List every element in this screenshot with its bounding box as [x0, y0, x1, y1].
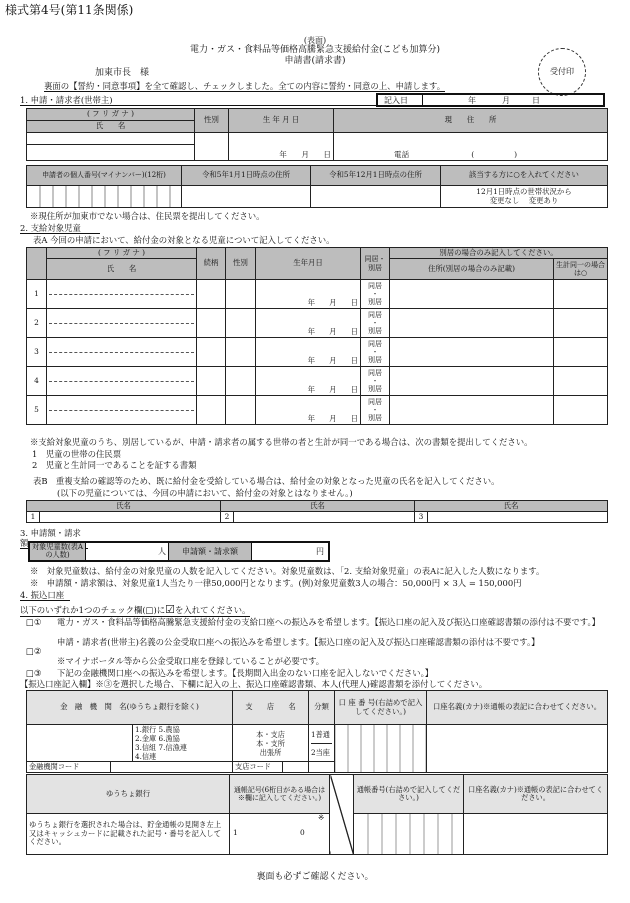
- cohab-header: 同居・別居: [361, 248, 390, 280]
- entry-year[interactable]: 年: [468, 96, 476, 105]
- b-name-header-2: 氏名: [221, 501, 415, 512]
- mynumber-header: 申請者の個人番号(マイナンバー)(12桁): [27, 166, 182, 186]
- amount-field[interactable]: 円: [316, 547, 324, 556]
- received-child-1[interactable]: [40, 512, 221, 523]
- bank-table: [26, 690, 608, 773]
- yucho-header: ゆうちょ銀行: [27, 775, 230, 814]
- sex-header: 性別: [195, 109, 229, 133]
- yucho-holder-header: 口座名義(カナ)※通帳の表記に合わせてください。: [464, 775, 608, 814]
- yucho-symbol-field[interactable]: 1 0 ※: [230, 814, 330, 855]
- received-child-2[interactable]: [234, 512, 415, 523]
- mynumber-field[interactable]: [27, 186, 182, 208]
- yucho-symbol-header: 通帳記号(6桁目がある場合は※欄に記入してください。): [230, 775, 330, 814]
- received-child-3[interactable]: [428, 512, 608, 523]
- children-table: [26, 247, 608, 425]
- bank-code-field[interactable]: [111, 762, 233, 773]
- yucho-holder-field[interactable]: [464, 814, 608, 855]
- residence-note: ※現住所が加東市でない場合は、住民票を提出してください。: [30, 211, 265, 221]
- reception-stamp: [538, 48, 586, 96]
- name-field[interactable]: [27, 145, 195, 161]
- yucho-number-field[interactable]: [354, 814, 464, 855]
- tableA-caption: 表A 今回の申請において、給付金の対象となる児童について記入してください。: [33, 235, 335, 245]
- child-row: 4 年 月 日 同居 ・ 別居: [27, 367, 608, 396]
- tableB-caption: 表B 重複支給の確認等のため、既に給付金を受給している場合は、給付金の対象となった児童の氏名を記入してください。: [33, 476, 500, 486]
- footer-note: 裏面も必ずご確認ください。: [256, 872, 374, 882]
- child-row: 3 年 月 日 同居 ・ 別居: [27, 338, 608, 367]
- doc-item-1: 1 児童の世帯の住民票: [32, 449, 122, 459]
- child-name-field[interactable]: [47, 396, 197, 425]
- household-status[interactable]: 12月1日時点の世帯状況から 変更なし 変更あり: [441, 186, 608, 208]
- amount-note: ※ 申請額・請求額は、対象児童1人当たり一律50,000円となります。(例)対象児童数3人の場合：50,000円 × 3人 = 150,000円: [30, 578, 522, 588]
- check-instruction: 以下のいずれか1つのチェック欄(□)に☑を入れてください。: [20, 603, 251, 616]
- bank-type-options[interactable]: 1.銀行 5.農協 2.金庫 6.漁協 3.信組 7.信漁連 4.信連: [133, 725, 233, 762]
- form-subtitle: 申請書(請求書): [284, 56, 346, 66]
- option2-text: 申請・請求者(世帯主)名義の公金受取口座への振込みを希望します。【振込口座の記入及び振込口座確認書類の添付は不要です。】: [57, 637, 540, 647]
- section2-heading: 2. 支給対象児童: [20, 223, 100, 234]
- address-header: 現 住 所: [334, 109, 608, 133]
- b-name-header-1: 氏名: [27, 501, 221, 512]
- child-name-field[interactable]: [47, 309, 197, 338]
- child-furigana-header: ( フ リ ガ ナ ): [47, 248, 197, 259]
- option3-checkbox[interactable]: □③: [26, 668, 42, 678]
- applicable-header: 該当する方に○を入れてください: [441, 166, 608, 186]
- addr-dec-header: 令和5年12月1日時点の住所: [311, 166, 441, 186]
- child-dob-header: 生年月日: [256, 248, 361, 280]
- furigana-field[interactable]: [27, 133, 195, 145]
- child-count-label: 対象児童数(表Aの人数): [30, 543, 86, 560]
- sex-field[interactable]: [195, 133, 229, 161]
- dob-header: 生 年 月 日: [229, 109, 334, 133]
- account-holder-field[interactable]: [427, 725, 608, 773]
- relation-header: 続柄: [197, 248, 226, 280]
- section4-heading: 4. 振込口座: [20, 590, 70, 601]
- form-number: 様式第4号(第11条関係): [5, 3, 134, 17]
- entry-date-box: [376, 93, 605, 107]
- separate-note: ※支給対象児童のうち、別居しているが、申請・請求者の属する世帯の者と生計が同一である場合は、次の書類を提出してください。: [30, 437, 533, 447]
- bank-name-header: 金 融 機 関 名(ゆうちょ銀行を除く): [27, 691, 233, 725]
- account-kind[interactable]: 1普通 2当座: [309, 725, 335, 762]
- bank-code-label: 金融機関コード: [27, 762, 111, 773]
- kind-header: 分類: [309, 691, 335, 725]
- child-name-field[interactable]: [47, 367, 197, 396]
- section3-heading: 3. 申請額・請求額: [20, 528, 88, 549]
- tableB-caption2: (以下の児童については、今回の申請において、給付金の対象とはなりません。): [57, 488, 353, 498]
- option3-text: 下記の金融機関口座への振込みを希望します。【長期間入出金のない口座を記入しないでください。】: [57, 668, 434, 678]
- address-field[interactable]: 電話 ( ): [334, 133, 608, 161]
- amount-label: 申請額・請求額: [168, 543, 252, 560]
- child-count-field[interactable]: 人: [158, 547, 166, 556]
- name-header: 氏 名: [27, 121, 195, 133]
- child-name-field[interactable]: [47, 338, 197, 367]
- bank-name-field[interactable]: [27, 725, 133, 762]
- child-row: 5 年 月 日 同居 ・ 別居: [27, 396, 608, 425]
- addr-dec-field[interactable]: [311, 186, 441, 208]
- branch-code-field[interactable]: [283, 762, 309, 773]
- child-name-header: 氏 名: [47, 259, 197, 280]
- option1-text: 電力・ガス・食料品等価格高騰緊急支援給付金の支給口座への振込みを希望します。【振込口座の記入及び振込口座確認書類の添付は不要です。】: [57, 617, 601, 627]
- yucho-number-header: 通帳番号(右詰めで記入してください。): [354, 775, 464, 814]
- mynumber-table: [26, 165, 608, 208]
- doc-item-2: 2 児童と生計同一であることを証する書類: [32, 460, 197, 470]
- entry-date-label: 記入日: [384, 96, 408, 105]
- section1-heading: 1. 申請・請求者(世帯主): [20, 95, 376, 106]
- addr-jan-header: 令和5年1月1日時点の住所: [182, 166, 311, 186]
- child-name-field[interactable]: [47, 280, 197, 309]
- branch-type-options[interactable]: 本・支店 本・支所 出張所: [233, 725, 309, 762]
- form-title: 電力・ガス・食料品等価格高騰緊急支援給付金(こども加算分): [189, 45, 441, 55]
- side-label: (表面): [303, 36, 327, 45]
- entry-day[interactable]: 日: [532, 96, 540, 105]
- stamp-label: 受付印: [550, 67, 574, 76]
- applicant-table: [26, 108, 608, 161]
- same-budget-header: 生計同一の場合は○: [554, 259, 608, 280]
- option2-note: ※マイナポータル等から公金受取口座を登録していることが必要です。: [57, 656, 325, 666]
- branch-header: 支 店 名: [233, 691, 309, 725]
- count-note: ※ 対象児童数は、給付金の対象児童の人数を記入してください。対象児童数は、「2. 支給対象児童」の表Aに記入した人数になります。: [30, 566, 545, 576]
- addr-jan-field[interactable]: [182, 186, 311, 208]
- branch-code-label: 支店コード: [233, 762, 283, 773]
- b-name-header-3: 氏名: [415, 501, 608, 512]
- child-row: 1 年 月 日 同居 ・ 別居: [27, 280, 608, 309]
- addressee: 加東市長 様: [95, 68, 150, 78]
- sep-addr-header: 住所(別居の場合のみ記載): [390, 259, 554, 280]
- dob-field[interactable]: 年 月 日: [229, 133, 334, 161]
- entry-heading: 【振込口座記入欄】※③を選択した場合、下欄に記入の上、振込口座確認書類、本人(代理人)確認書類を添付してください。: [20, 679, 488, 689]
- furigana-header: ( フ リ ガ ナ ): [27, 109, 195, 121]
- yucho-table: [26, 774, 608, 855]
- separate-header: 別居の場合のみ記入してください。: [390, 248, 608, 259]
- account-number-field[interactable]: [335, 725, 427, 773]
- account-number-header: 口 座 番 号(右詰めで記入してください。): [335, 691, 427, 725]
- received-table: 氏名 氏名 氏名 1 2 3: [26, 500, 608, 523]
- pledge-text: 裏面の【誓約・同意事項】を全て確認し、チェックしました。全ての内容に誓約・同意の上、申請します。: [44, 81, 446, 91]
- yucho-note: ゆうちょ銀行を選択された場合は、貯金通帳の見開き左上又はキャッシュカードに記載された記号・番号を記入してください。: [27, 814, 230, 855]
- child-row: 2 年 月 日 同居 ・ 別居: [27, 309, 608, 338]
- option2-checkbox[interactable]: □②: [26, 646, 42, 656]
- child-sex-header: 性別: [226, 248, 256, 280]
- entry-month[interactable]: 月: [502, 96, 510, 105]
- checkmark-icon: ☑: [165, 603, 176, 616]
- option1-checkbox[interactable]: □①: [26, 617, 42, 627]
- amount-box: [28, 541, 330, 562]
- account-holder-header: 口座名義(カナ)※通帳の表記に合わせてください。: [427, 691, 608, 725]
